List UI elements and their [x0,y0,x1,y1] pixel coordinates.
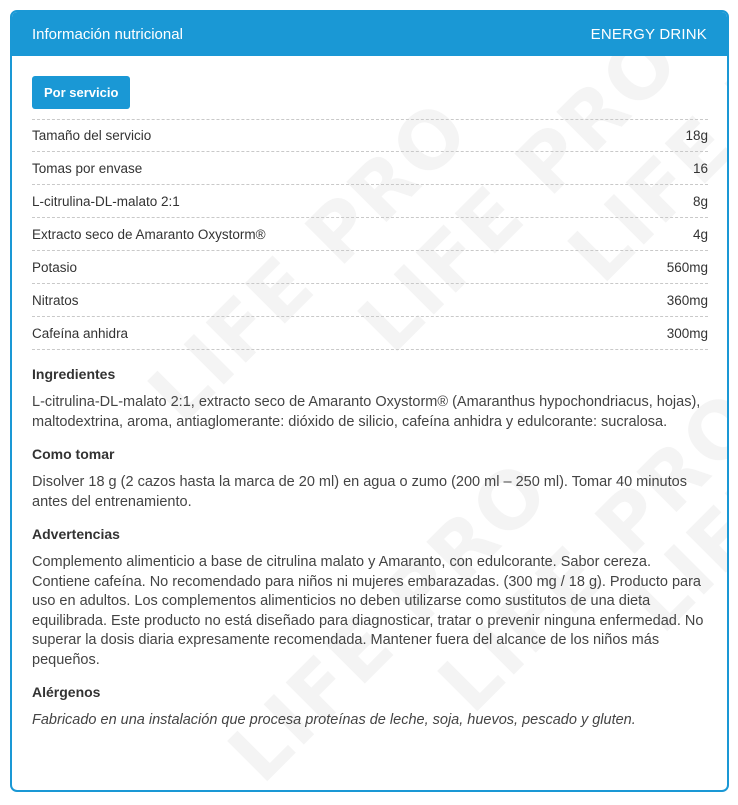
fact-row [32,152,708,185]
fact-label: Cafeína anhidra [32,325,129,341]
header-title: Información nutricional [32,25,183,43]
fact-value: 300mg [666,325,708,341]
fact-label: Potasio [32,259,78,275]
fact-row [32,185,708,218]
ingredients-heading: Ingredientes [32,366,116,382]
allergens-text: Fabricado en una instalación que procesa proteínas de leche, soja, huevos, pescado y gluten. [32,712,636,728]
allergens-heading: Alérgenos [32,684,101,700]
fact-label: Tomas por envase [32,160,143,176]
fact-value: 360mg [666,292,708,308]
fact-value: 18g [685,128,708,143]
warnings-section [32,526,708,670]
fact-label: Extracto seco de Amaranto Oxystorm® [32,226,266,242]
card-header [12,12,727,56]
warnings-text: Complemento alimenticio a base de citrulina malato y Amaranto, con edulcorante. Sabor cereza. Contiene cafeína. No recomendado para niños ni mujeres embarazadas. (300 mg / 18 g). Producto para uso en adultos. Los complementos alimenticios no deben utilizarse como sustitutos de una dieta equilibrada. Este producto no está diseñado para diagnosticar, tratar o prevenir ninguna enfermedad. No superar la dosis diaria expresamente recomendada. Mantener fuera del alcance de los niños más pequeños. [32,554,704,668]
ingredients-section [32,366,708,432]
fact-row [32,251,708,284]
usage-text: Disolver 18 g (2 cazos hasta la marca de 20 ml) en agua o zumo (200 ml – 250 ml). Tomar 40 minutos antes del entrenamiento. [32,474,687,510]
fact-value: 16 [692,160,708,176]
per-serving-tab[interactable]: Por servicio [32,76,130,109]
fact-row [32,317,708,350]
ingredients-text: L-citrulina-DL-malato 2:1, extracto seco de Amaranto Oxystorm® (Amaranthus hypochondriacus, hojas), maltodextrina, aroma, antiaglomerante: dióxido de silicio, cafeína anhidra y edulcorante: sucralosa. [32,394,701,430]
nutrition-card [10,10,729,792]
card-content [12,56,727,731]
warnings-heading: Advertencias [32,526,120,542]
product-name: ENERGY DRINK [590,25,707,43]
fact-label: Tamaño del servicio [32,128,152,143]
fact-label: Nitratos [32,292,79,308]
allergens-section [32,684,708,731]
fact-value: 8g [692,193,708,209]
usage-heading: Como tomar [32,446,115,462]
nutrition-facts-table [32,119,708,350]
fact-value: 560mg [666,259,708,275]
fact-row [32,218,708,251]
usage-section [32,446,708,512]
fact-label: L-citrulina-DL-malato 2:1 [32,193,180,209]
fact-row [32,284,708,317]
fact-value: 4g [692,226,708,242]
fact-row [32,119,708,152]
